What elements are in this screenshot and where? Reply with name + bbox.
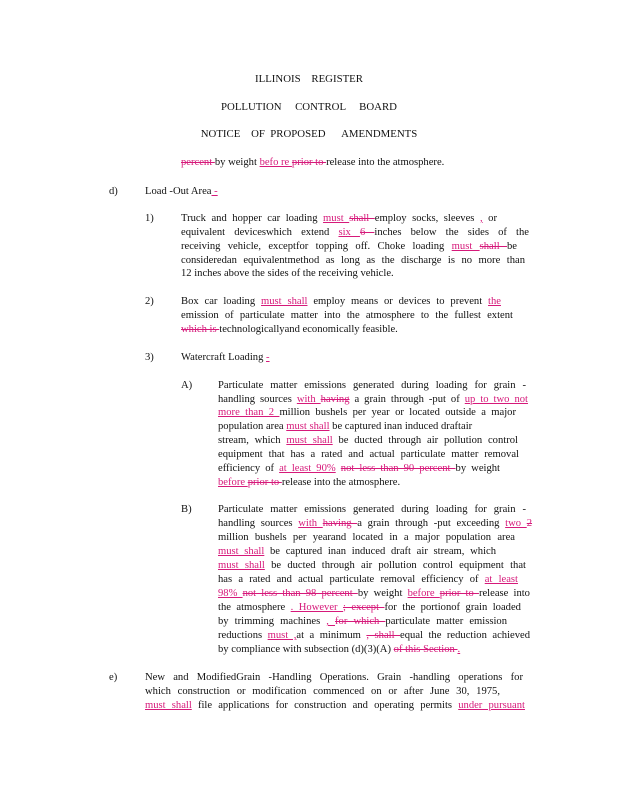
inserted-text: must shall (218, 560, 265, 571)
text-line (181, 268, 394, 279)
notice-title: NOTICE OF PROPOSED AMENDMENTS (200, 128, 418, 140)
inserted-text: more than 2 (218, 407, 280, 418)
inserted-text: up to two not (464, 394, 528, 405)
label-e: e) (109, 672, 118, 683)
inserted-text: must , (267, 630, 297, 641)
text-run: million bushels per yearand located in a major population area (218, 532, 515, 543)
text-run: Particulate matter emissions generated during loading for grain - (218, 504, 526, 515)
inserted-text: at least (484, 574, 518, 585)
inserted-text: before (407, 588, 440, 599)
inserted-text: - (211, 186, 218, 197)
text-run: particulate matter emission (385, 616, 508, 627)
inserted-text: . However (290, 602, 344, 613)
deleted-text: which is (181, 324, 220, 335)
text-line (218, 463, 500, 474)
text-run: consideredan equivalentmethod as long as the discharge is no more than (181, 255, 525, 266)
deleted-text: shall (479, 241, 507, 252)
heading-line (145, 186, 218, 197)
register-title: ILLINOIS REGISTER (255, 73, 363, 85)
text-line (218, 518, 532, 529)
text-line (145, 700, 525, 711)
deleted-text: for which (335, 616, 386, 627)
inserted-text: - (266, 352, 270, 363)
inserted-text: . (457, 644, 461, 655)
deleted-text: 2 (526, 518, 533, 529)
text-line (218, 616, 507, 627)
deleted-text: ; except (343, 602, 385, 613)
text-run: Particulate matter emissions generated during loading for grain - (218, 380, 526, 391)
text-line (218, 560, 526, 571)
deleted-text: prior to (247, 477, 282, 488)
label-d3: 3) (145, 352, 154, 363)
inserted-text: with (298, 518, 323, 529)
text-run: New and ModifiedGrain -Handling Operations. Grain -handling operations for (145, 672, 523, 683)
text-run: release into the atmosphere. (326, 157, 445, 168)
text-run: inches below the sides of the (374, 227, 529, 238)
text-run: equal the reduction achieved (400, 630, 531, 641)
text-run: million bushels per year or located outside a major (279, 407, 517, 418)
text-run: receiving vehicle, exceptfor topping off. Choke loading (181, 241, 452, 252)
text-run: by weight (455, 463, 501, 474)
deleted-text: of this Section (393, 644, 458, 655)
text-run: be (506, 241, 517, 252)
deleted-text: , shall (366, 630, 401, 641)
text-line (218, 546, 496, 557)
deleted-text: prior to (291, 157, 327, 168)
text-line (218, 644, 460, 655)
text-line (218, 504, 526, 515)
label-d3a: A) (181, 380, 193, 391)
text-run: by trimming machines (218, 616, 327, 627)
text-run: by weight (214, 157, 260, 168)
text-run: at a minimum (296, 630, 367, 641)
text-run: equipment that has a rated and actual particulate matter removal (218, 449, 519, 460)
text-run: which construction or modification commenced on or after June 30, 1975, (145, 686, 500, 697)
text-line (218, 435, 518, 446)
text-line (218, 449, 519, 460)
inserted-text: , (479, 213, 483, 224)
text-line (218, 394, 528, 405)
inserted-text: under pursuant (458, 700, 525, 711)
text-run: handling sources (218, 518, 299, 529)
text-line (181, 157, 444, 168)
text-line (218, 630, 530, 641)
inserted-text: must shall (145, 700, 192, 711)
text-line (145, 672, 523, 683)
inserted-text: the (488, 296, 501, 307)
text-line (218, 602, 521, 613)
inserted-text: must shall (261, 296, 308, 307)
deleted-text: prior to (439, 588, 479, 599)
text-run: employ socks, sleeves (374, 213, 480, 224)
inserted-text: two (505, 518, 527, 529)
text-run: has a rated and actual particulate removal efficiency of (218, 574, 485, 585)
text-run: release into (478, 588, 530, 599)
text-line (218, 574, 518, 585)
deleted-text: having (320, 394, 350, 405)
deleted-text: not less than 90 percent (340, 463, 456, 474)
text-line (218, 421, 472, 432)
inserted-text: must shall (286, 421, 330, 432)
inserted-text: must shall (218, 546, 265, 557)
text-line (181, 324, 398, 335)
text-run: Box car loading (181, 296, 261, 307)
text-run: efficiency of (218, 463, 280, 474)
text-run: 12 inches above the sides of the receiving vehicle. (181, 268, 394, 279)
deleted-text: having (322, 518, 358, 529)
label-d2: 2) (145, 296, 154, 307)
inserted-text: with (296, 394, 321, 405)
text-run: by compliance with subsection (d)(3)(A) (218, 644, 394, 655)
inserted-text: must (451, 241, 480, 252)
inserted-text: six (338, 227, 360, 238)
text-run: a grain through -put exceeding (357, 518, 506, 529)
text-run: be captured inan induced draftair (329, 421, 473, 432)
text-run: population area (218, 421, 287, 432)
text-run: be ducted through air pollution control (332, 435, 518, 446)
text-run: handling sources (218, 394, 297, 405)
text-run: by weight (357, 588, 408, 599)
text-line (181, 310, 513, 321)
text-line (145, 686, 500, 697)
text-line (181, 227, 529, 238)
deleted-text: not less than 98 percent (242, 588, 358, 599)
deleted-text: shall (349, 213, 375, 224)
inserted-text: , (326, 616, 336, 627)
inserted-text: befo re (259, 157, 292, 168)
text-run: be ducted through air pollution control equipment that (264, 560, 527, 571)
text-line (218, 477, 400, 488)
text-run: Truck and hopper car loading (181, 213, 324, 224)
inserted-text: at least 90% (279, 463, 336, 474)
text-run: or (482, 213, 497, 224)
text-run: reductions (218, 630, 268, 641)
text-run: Load -Out Area (145, 186, 212, 197)
text-run: release into the atmosphere. (281, 477, 401, 488)
label-d1: 1) (145, 213, 154, 224)
deleted-text: percent (181, 157, 215, 168)
text-run: employ means or devices to prevent (307, 296, 489, 307)
inserted-text: 98% (218, 588, 243, 599)
text-run: the atmosphere (218, 602, 291, 613)
text-run: be captured inan induced draft air stream, which (264, 546, 497, 557)
text-run: equivalent deviceswhich extend (181, 227, 339, 238)
text-line (218, 588, 530, 599)
inserted-text: must shall (286, 435, 333, 446)
text-run: for the portionof grain loaded (384, 602, 521, 613)
text-line (218, 532, 515, 543)
text-run: a grain through -put of (349, 394, 465, 405)
text-run: stream, which (218, 435, 287, 446)
text-line (218, 407, 516, 418)
text-line (181, 213, 497, 224)
text-run: Watercraft Loading (181, 352, 267, 363)
text-line (181, 296, 501, 307)
text-line (181, 241, 517, 252)
inserted-text: must (323, 213, 350, 224)
text-run: emission of particulate matter into the atmosphere to the fullest extent (181, 310, 513, 321)
label-d3b: B) (181, 504, 192, 515)
text-line (218, 380, 526, 391)
heading-line (181, 352, 270, 363)
deleted-text: 6 (359, 227, 375, 238)
inserted-text: before (218, 477, 248, 488)
text-run: technologicallyand economically feasible. (219, 324, 398, 335)
board-title: POLLUTION CONTROL BOARD (221, 101, 397, 113)
text-line (181, 255, 525, 266)
label-d: d) (109, 186, 118, 197)
text-run: file applications for construction and operating permits (191, 700, 459, 711)
